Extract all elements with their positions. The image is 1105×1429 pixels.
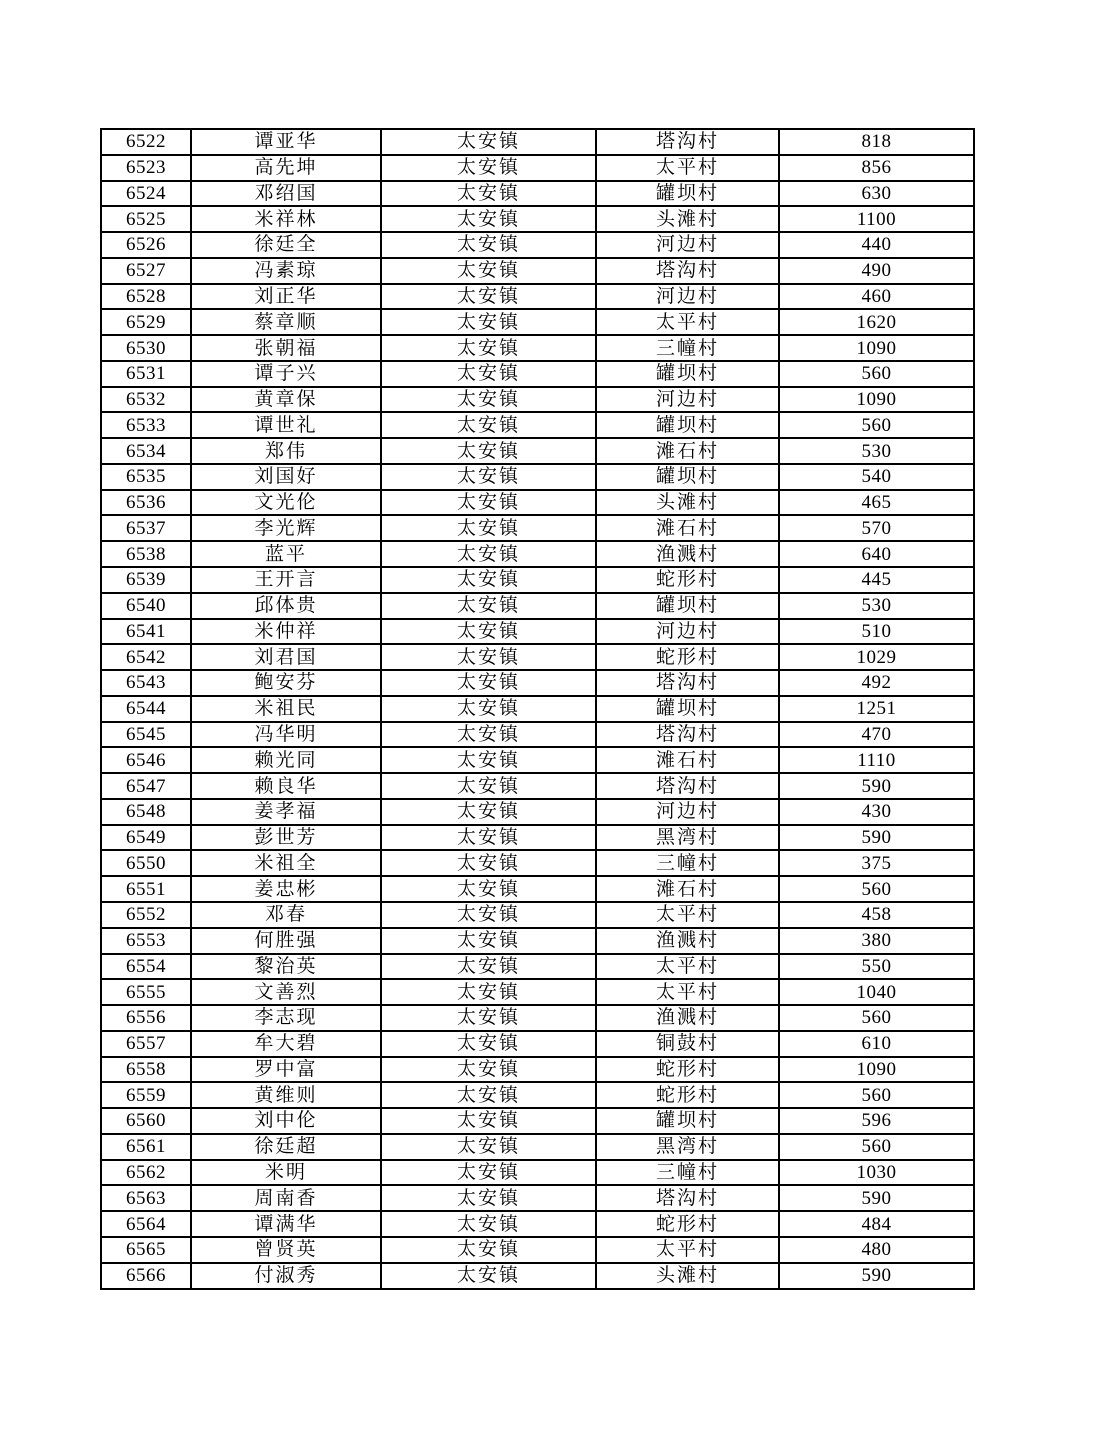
cell-town: 太安镇 [381,309,596,335]
cell-amount: 590 [779,825,974,851]
cell-id: 6560 [101,1108,191,1134]
cell-village: 河边村 [596,284,779,310]
cell-name: 米仲祥 [191,619,381,645]
cell-id: 6561 [101,1134,191,1160]
cell-id: 6524 [101,181,191,207]
cell-village: 太平村 [596,1237,779,1263]
cell-amount: 1110 [779,747,974,773]
cell-id: 6554 [101,954,191,980]
cell-name: 谭亚华 [191,129,381,155]
table-row [101,1185,974,1211]
table-row [101,206,974,232]
cell-name: 徐廷全 [191,232,381,258]
cell-town: 太安镇 [381,541,596,567]
cell-name: 鲍安芬 [191,670,381,696]
table-row [101,619,974,645]
cell-amount: 1040 [779,979,974,1005]
cell-id: 6523 [101,155,191,181]
cell-amount: 492 [779,670,974,696]
cell-village: 头滩村 [596,206,779,232]
table-row [101,1082,974,1108]
cell-village: 罐坝村 [596,361,779,387]
cell-name: 赖光同 [191,747,381,773]
cell-id: 6559 [101,1082,191,1108]
table-row [101,309,974,335]
cell-town: 太安镇 [381,490,596,516]
cell-amount: 1090 [779,1057,974,1083]
cell-amount: 856 [779,155,974,181]
cell-amount: 560 [779,1082,974,1108]
cell-name: 黎治英 [191,954,381,980]
cell-amount: 550 [779,954,974,980]
cell-village: 罐坝村 [596,412,779,438]
cell-village: 塔沟村 [596,773,779,799]
table-row [101,1160,974,1186]
cell-id: 6538 [101,541,191,567]
cell-name: 黄维则 [191,1082,381,1108]
cell-village: 太平村 [596,309,779,335]
cell-town: 太安镇 [381,825,596,851]
cell-town: 太安镇 [381,1031,596,1057]
cell-name: 谭子兴 [191,361,381,387]
cell-town: 太安镇 [381,722,596,748]
cell-town: 太安镇 [381,1108,596,1134]
cell-town: 太安镇 [381,1211,596,1237]
cell-name: 谭世礼 [191,412,381,438]
cell-town: 太安镇 [381,1005,596,1031]
cell-id: 6531 [101,361,191,387]
cell-village: 塔沟村 [596,1185,779,1211]
cell-amount: 1620 [779,309,974,335]
table-row [101,284,974,310]
cell-id: 6535 [101,464,191,490]
table-row [101,1031,974,1057]
cell-name: 姜忠彬 [191,876,381,902]
cell-id: 6542 [101,644,191,670]
cell-town: 太安镇 [381,129,596,155]
cell-town: 太安镇 [381,954,596,980]
cell-town: 太安镇 [381,232,596,258]
cell-town: 太安镇 [381,438,596,464]
table-row [101,438,974,464]
table-row [101,876,974,902]
table-row [101,232,974,258]
table-row [101,644,974,670]
cell-town: 太安镇 [381,335,596,361]
cell-village: 三幢村 [596,850,779,876]
table-row [101,361,974,387]
cell-village: 滩石村 [596,515,779,541]
cell-id: 6550 [101,850,191,876]
cell-id: 6556 [101,1005,191,1031]
cell-id: 6557 [101,1031,191,1057]
cell-town: 太安镇 [381,850,596,876]
cell-town: 太安镇 [381,670,596,696]
cell-name: 蔡章顺 [191,309,381,335]
cell-name: 姜孝福 [191,799,381,825]
cell-town: 太安镇 [381,1263,596,1289]
cell-village: 头滩村 [596,1263,779,1289]
cell-town: 太安镇 [381,928,596,954]
cell-village: 铜鼓村 [596,1031,779,1057]
cell-amount: 1090 [779,335,974,361]
table-row [101,490,974,516]
cell-id: 6558 [101,1057,191,1083]
cell-amount: 570 [779,515,974,541]
cell-name: 冯素琼 [191,258,381,284]
cell-amount: 480 [779,1237,974,1263]
cell-id: 6534 [101,438,191,464]
cell-town: 太安镇 [381,412,596,438]
cell-village: 太平村 [596,902,779,928]
cell-town: 太安镇 [381,593,596,619]
cell-town: 太安镇 [381,284,596,310]
cell-village: 蛇形村 [596,1211,779,1237]
cell-id: 6529 [101,309,191,335]
cell-town: 太安镇 [381,747,596,773]
cell-id: 6543 [101,670,191,696]
cell-name: 徐廷超 [191,1134,381,1160]
cell-name: 米明 [191,1160,381,1186]
cell-amount: 1030 [779,1160,974,1186]
cell-id: 6532 [101,387,191,413]
cell-id: 6525 [101,206,191,232]
table-row [101,1005,974,1031]
table-row [101,335,974,361]
cell-village: 渔溅村 [596,541,779,567]
table-row [101,670,974,696]
cell-amount: 590 [779,1185,974,1211]
cell-amount: 530 [779,593,974,619]
cell-id: 6566 [101,1263,191,1289]
cell-town: 太安镇 [381,644,596,670]
table-row [101,129,974,155]
table-row [101,928,974,954]
cell-id: 6530 [101,335,191,361]
cell-name: 刘君国 [191,644,381,670]
cell-id: 6546 [101,747,191,773]
roster-table-body [101,129,974,1289]
cell-id: 6547 [101,773,191,799]
cell-amount: 560 [779,412,974,438]
cell-id: 6528 [101,284,191,310]
cell-id: 6552 [101,902,191,928]
cell-town: 太安镇 [381,206,596,232]
cell-village: 河边村 [596,232,779,258]
cell-village: 塔沟村 [596,129,779,155]
cell-town: 太安镇 [381,1082,596,1108]
cell-amount: 440 [779,232,974,258]
cell-amount: 380 [779,928,974,954]
cell-name: 文善烈 [191,979,381,1005]
cell-name: 黄章保 [191,387,381,413]
cell-town: 太安镇 [381,696,596,722]
cell-town: 太安镇 [381,799,596,825]
cell-town: 太安镇 [381,1237,596,1263]
cell-village: 塔沟村 [596,258,779,284]
cell-village: 蛇形村 [596,1082,779,1108]
cell-village: 太平村 [596,979,779,1005]
cell-amount: 1090 [779,387,974,413]
cell-village: 河边村 [596,387,779,413]
table-row [101,1237,974,1263]
cell-name: 刘国好 [191,464,381,490]
cell-amount: 560 [779,1005,974,1031]
table-row [101,773,974,799]
cell-village: 渔溅村 [596,928,779,954]
table-row [101,464,974,490]
cell-id: 6565 [101,1237,191,1263]
table-row [101,825,974,851]
cell-id: 6551 [101,876,191,902]
cell-amount: 1251 [779,696,974,722]
table-row [101,1263,974,1289]
cell-name: 米祖民 [191,696,381,722]
table-row [101,850,974,876]
cell-id: 6540 [101,593,191,619]
cell-village: 滩石村 [596,876,779,902]
cell-id: 6549 [101,825,191,851]
cell-village: 塔沟村 [596,670,779,696]
table-row [101,155,974,181]
cell-id: 6564 [101,1211,191,1237]
table-row [101,412,974,438]
cell-amount: 510 [779,619,974,645]
cell-village: 滩石村 [596,747,779,773]
cell-amount: 590 [779,1263,974,1289]
cell-amount: 630 [779,181,974,207]
table-row [101,541,974,567]
cell-amount: 640 [779,541,974,567]
table-row [101,799,974,825]
table-row [101,181,974,207]
cell-name: 付淑秀 [191,1263,381,1289]
cell-village: 罐坝村 [596,696,779,722]
cell-town: 太安镇 [381,1057,596,1083]
cell-amount: 430 [779,799,974,825]
cell-id: 6541 [101,619,191,645]
table-row [101,722,974,748]
cell-town: 太安镇 [381,567,596,593]
cell-village: 河边村 [596,799,779,825]
cell-name: 赖良华 [191,773,381,799]
cell-amount: 1100 [779,206,974,232]
cell-town: 太安镇 [381,773,596,799]
cell-id: 6536 [101,490,191,516]
cell-name: 米祖全 [191,850,381,876]
cell-name: 谭满华 [191,1211,381,1237]
cell-name: 牟大碧 [191,1031,381,1057]
cell-amount: 490 [779,258,974,284]
cell-name: 王开言 [191,567,381,593]
cell-name: 何胜强 [191,928,381,954]
cell-village: 罐坝村 [596,181,779,207]
cell-town: 太安镇 [381,979,596,1005]
cell-id: 6527 [101,258,191,284]
cell-name: 邓春 [191,902,381,928]
cell-village: 三幢村 [596,335,779,361]
cell-name: 罗中富 [191,1057,381,1083]
table-row [101,567,974,593]
cell-town: 太安镇 [381,1160,596,1186]
table-row [101,515,974,541]
cell-town: 太安镇 [381,876,596,902]
cell-id: 6522 [101,129,191,155]
cell-village: 太平村 [596,954,779,980]
cell-id: 6563 [101,1185,191,1211]
cell-amount: 560 [779,876,974,902]
cell-amount: 818 [779,129,974,155]
cell-name: 米祥林 [191,206,381,232]
cell-village: 河边村 [596,619,779,645]
cell-village: 太平村 [596,155,779,181]
table-row [101,747,974,773]
cell-village: 蛇形村 [596,644,779,670]
cell-name: 邓绍国 [191,181,381,207]
cell-amount: 540 [779,464,974,490]
cell-village: 罐坝村 [596,1108,779,1134]
table-row [101,387,974,413]
table-row [101,979,974,1005]
cell-town: 太安镇 [381,155,596,181]
cell-town: 太安镇 [381,387,596,413]
cell-town: 太安镇 [381,1134,596,1160]
cell-village: 滩石村 [596,438,779,464]
table-row [101,1211,974,1237]
cell-amount: 530 [779,438,974,464]
cell-village: 三幢村 [596,1160,779,1186]
cell-amount: 590 [779,773,974,799]
cell-village: 黑湾村 [596,825,779,851]
cell-id: 6537 [101,515,191,541]
cell-id: 6555 [101,979,191,1005]
cell-town: 太安镇 [381,258,596,284]
cell-name: 冯华明 [191,722,381,748]
cell-village: 塔沟村 [596,722,779,748]
cell-name: 刘正华 [191,284,381,310]
table-row [101,696,974,722]
cell-name: 邱体贵 [191,593,381,619]
cell-id: 6553 [101,928,191,954]
cell-town: 太安镇 [381,619,596,645]
cell-name: 刘中伦 [191,1108,381,1134]
cell-village: 渔溅村 [596,1005,779,1031]
roster-table [100,128,975,1290]
table-row [101,902,974,928]
cell-town: 太安镇 [381,464,596,490]
cell-name: 郑伟 [191,438,381,464]
cell-name: 彭世芳 [191,825,381,851]
cell-amount: 445 [779,567,974,593]
cell-village: 蛇形村 [596,567,779,593]
table-row [101,1108,974,1134]
cell-id: 6544 [101,696,191,722]
table-row [101,1057,974,1083]
cell-id: 6539 [101,567,191,593]
cell-name: 文光伦 [191,490,381,516]
table-row [101,954,974,980]
cell-name: 周南香 [191,1185,381,1211]
cell-village: 罐坝村 [596,464,779,490]
cell-amount: 596 [779,1108,974,1134]
cell-id: 6533 [101,412,191,438]
cell-town: 太安镇 [381,1185,596,1211]
cell-amount: 375 [779,850,974,876]
cell-amount: 1029 [779,644,974,670]
table-row [101,1134,974,1160]
cell-name: 李光辉 [191,515,381,541]
cell-village: 头滩村 [596,490,779,516]
cell-village: 罐坝村 [596,593,779,619]
cell-id: 6526 [101,232,191,258]
table-row [101,258,974,284]
cell-town: 太安镇 [381,361,596,387]
cell-amount: 484 [779,1211,974,1237]
cell-id: 6545 [101,722,191,748]
cell-name: 蓝平 [191,541,381,567]
cell-town: 太安镇 [381,902,596,928]
cell-amount: 458 [779,902,974,928]
cell-village: 蛇形村 [596,1057,779,1083]
cell-amount: 560 [779,1134,974,1160]
cell-amount: 465 [779,490,974,516]
cell-name: 李志现 [191,1005,381,1031]
cell-amount: 460 [779,284,974,310]
cell-amount: 470 [779,722,974,748]
cell-id: 6562 [101,1160,191,1186]
cell-name: 张朝福 [191,335,381,361]
cell-village: 黑湾村 [596,1134,779,1160]
cell-town: 太安镇 [381,515,596,541]
cell-amount: 610 [779,1031,974,1057]
cell-name: 高先坤 [191,155,381,181]
cell-name: 曾贤英 [191,1237,381,1263]
table-row [101,593,974,619]
cell-amount: 560 [779,361,974,387]
cell-id: 6548 [101,799,191,825]
cell-town: 太安镇 [381,181,596,207]
